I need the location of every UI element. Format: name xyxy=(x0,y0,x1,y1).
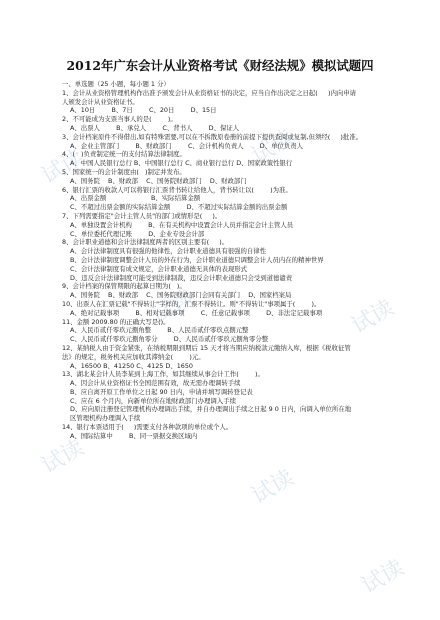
question-line: 6、银行汇票的收款人可以将银行汇票背书转让给他人，背书转让以( )为准。 xyxy=(62,185,292,194)
option-line: C、会计法律制度有成文规定，会计职业道德无具体的表现形式 xyxy=(70,264,248,273)
question-line: 人颁发会计从业资格证书。 xyxy=(62,97,139,106)
option-line: A、企业主管部门 B、财政部门 C、会计机构负责人 D、单位负责人 xyxy=(70,141,304,150)
question-line: 3、会计档案原件不得借出,如有特殊需要,可以在不拆散原卷册的前提下提供查阅或复制,但须经( )批准。 xyxy=(62,132,363,141)
question-line: 10、出票人在汇票记载"不得转让"字样的，汇票不得转让。则"不得转让"事项属于( )。 xyxy=(62,299,321,308)
question-line: 1、会计从业资格管理机构作出准予颁发会计从业资格证书的决定，应当自作出决定之日起( )内向申请 xyxy=(62,88,357,97)
question-line: 2、不可能成为支票当事人的是( )。 xyxy=(62,115,177,124)
question-line: 12、某纳税人由于资金紧张，在纳税期限到期后 15 天才将当期应纳税款元缴纳入库，根据《税收征管 xyxy=(62,343,351,352)
question-line: 11、金额 2009.80 的正确大写是()。 xyxy=(62,317,170,326)
question-line: 8、会计职业道德和会计法律制度两者的区别主要有( )。 xyxy=(62,238,229,247)
option-line: A、中国人民银行总行 B、中国银行总行 C、商业银行总行 D、国家政策性银行 xyxy=(70,159,293,168)
question-line: 5、国家统一的会计制度由( )制定并发布。 xyxy=(62,167,186,176)
question-line: 14、银行本票适用于( )需要支付各种款项的单位或个人。 xyxy=(62,423,233,432)
option-line: A、10日 B、7日 C、20日 D、15日 xyxy=(70,106,217,115)
watermark: 试读 xyxy=(247,465,299,510)
watermark: 试读 xyxy=(357,555,409,600)
option-line: B、会计法律制度调整会计人员的外在行为，会计职业道德只调整会计人员内在的精神世界 xyxy=(70,255,324,264)
option-line: A、国际结算中 B、同一票据交换区域内 xyxy=(70,431,198,440)
option-line: C、人民币贰仟零玖元捌角零分 D、人民币贰仟零玖元捌角零分整 xyxy=(70,335,269,344)
option-line: 区管理机构办理调入手续 xyxy=(70,414,141,423)
option-line: A、出票金额 B、实际结算金额 xyxy=(70,194,201,203)
option-line: B、应自离开原工作单位之日起 90 日内，申请并填写调转登记表 xyxy=(70,387,253,396)
option-line: A、绝对记载事项 B、相对记载事项 C、任意记载事项 D、非法定记载事项 xyxy=(70,308,323,317)
section-heading: 一、单选题（25 小题，每小题 1 分） xyxy=(62,80,170,88)
question-line: 9、会计档案的保管期限的起算日期为( )。 xyxy=(62,282,186,291)
question-line: 法》的规定，税务机关应加收其滞纳金( )元。 xyxy=(62,352,205,361)
watermark: 试读 xyxy=(347,295,399,340)
option-line: A、会计法律制度具有很强的他律性，会计职业道德具有很强的自律性 xyxy=(70,247,267,256)
question-list xyxy=(62,80,374,441)
question-line: 13、湖北某会计人员李某到上海工作，如其继续从事会计工作( )。 xyxy=(62,370,264,379)
watermark: 试读 xyxy=(37,145,89,190)
question-line: 4、( )负责制定统一的支付结算法律制度。 xyxy=(62,150,186,159)
option-line: A、国务院 B、财政部 C、国务院财政部门 D、财政部门 xyxy=(70,176,247,185)
option-line: A、单独设置会计机构 B、在有关机构中设置会计人员并指定会计主管人员 xyxy=(70,220,294,229)
option-line: A、人民币贰仟零玖元捌角整 B、人民币贰仟零玖点捌元整 xyxy=(70,326,249,335)
option-line: D、应向原注册登记管理机构办理调出手续，并自办理调出手续之日起 9 0 日内，向调入单位所在地 xyxy=(70,405,352,414)
watermark: 试读 xyxy=(147,285,199,330)
option-line: C、单位委托代理记账 D、企业专设会计部 xyxy=(70,229,205,238)
watermark: 试读 xyxy=(37,435,89,480)
option-line: A、16500 B、41250 C、4125 D、1650 xyxy=(70,361,193,370)
option-line: A、国务院 B、财政部 C、国务院财政部门会同有关部门 D、国家档案局 xyxy=(70,291,292,300)
option-line: A、出票人 B、承兑人 C、背书人 D、保证人 xyxy=(70,123,240,132)
option-line: D、违反会计法律制度可能受到法律制裁，违反会计职业道德只会受到道德谴责 xyxy=(70,273,293,282)
question-line: 7、下列需要指定"会计主管人员"的部门或情形是( )。 xyxy=(62,211,222,220)
option-line: C、应在 6 个月内，向新单位所在地财政部门办理调入手续 xyxy=(70,396,236,405)
document-title: 2012年广东会计从业资格考试《财经法规》模拟试题四 xyxy=(66,58,374,73)
option-line: A、因会计从业资格证书全国范围有效，故无需办理调转手续 xyxy=(70,379,241,388)
watermark: 试读 xyxy=(247,125,299,170)
option-line: C、不超过出票金额的实际结算金额 D、不超过实际结算金额的出票金额 xyxy=(70,203,288,212)
